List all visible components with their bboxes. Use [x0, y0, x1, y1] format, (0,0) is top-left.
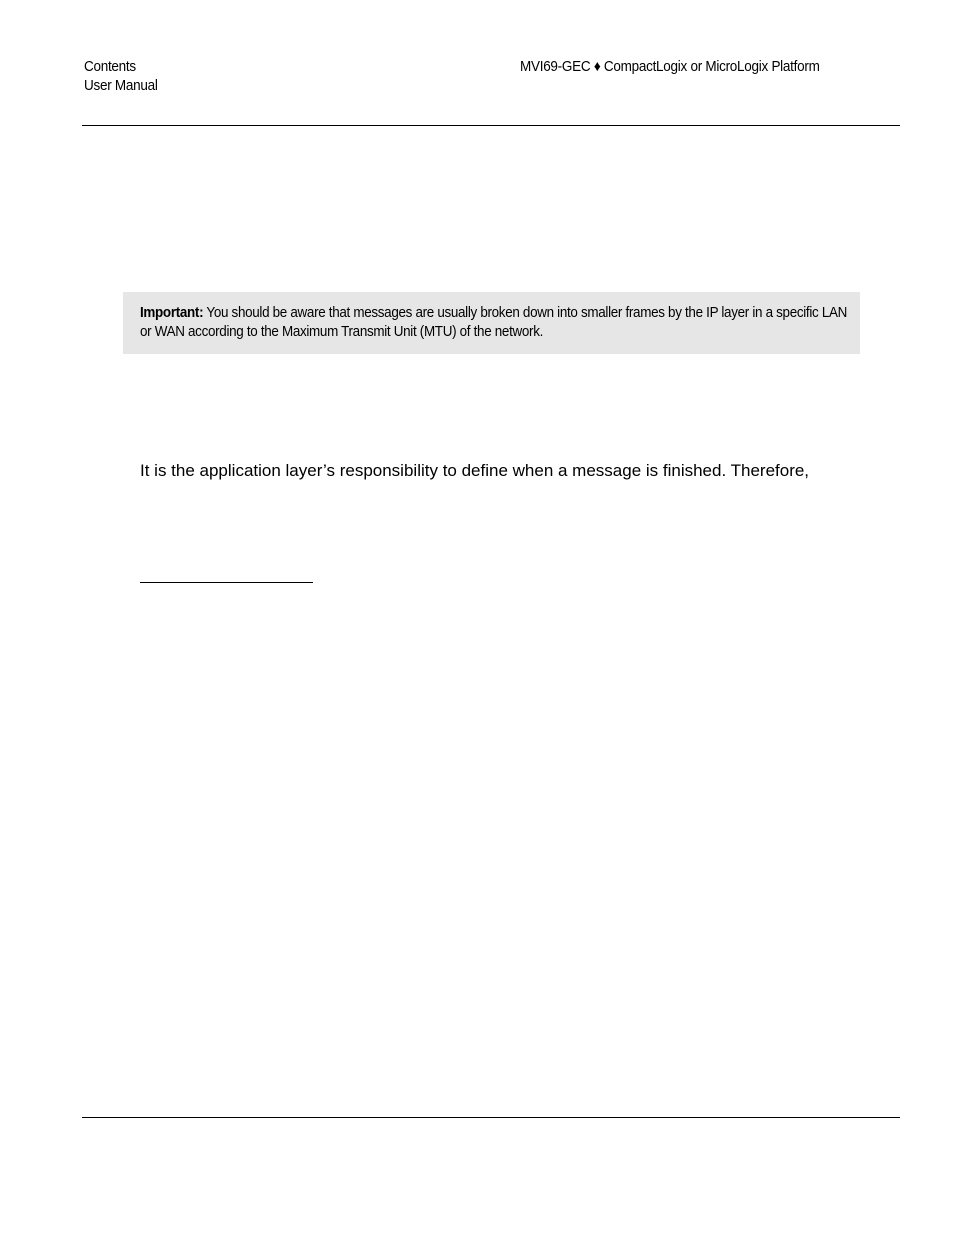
- header-document-type: User Manual: [84, 77, 158, 94]
- header-product-title: MVI69-GEC ♦ CompactLogix or MicroLogix Platform: [520, 58, 820, 75]
- body-paragraph: It is the application layer’s responsibility to define when a message is finished. Therefore,: [140, 461, 810, 480]
- running-header-left: [84, 57, 158, 95]
- important-note-box: [123, 292, 860, 354]
- footer-divider: [82, 1117, 900, 1118]
- header-section-name: Contents: [84, 58, 136, 75]
- footnote-separator: [140, 582, 313, 583]
- important-note-text: [140, 303, 847, 341]
- header-divider: [82, 125, 900, 126]
- important-note-body: You should be aware that messages are usually broken down into smaller frames by the IP layer in a specific LAN or WAN according to the Maximum Transmit Unit (MTU) of the network.: [140, 304, 848, 340]
- important-note-label: Important:: [140, 304, 204, 321]
